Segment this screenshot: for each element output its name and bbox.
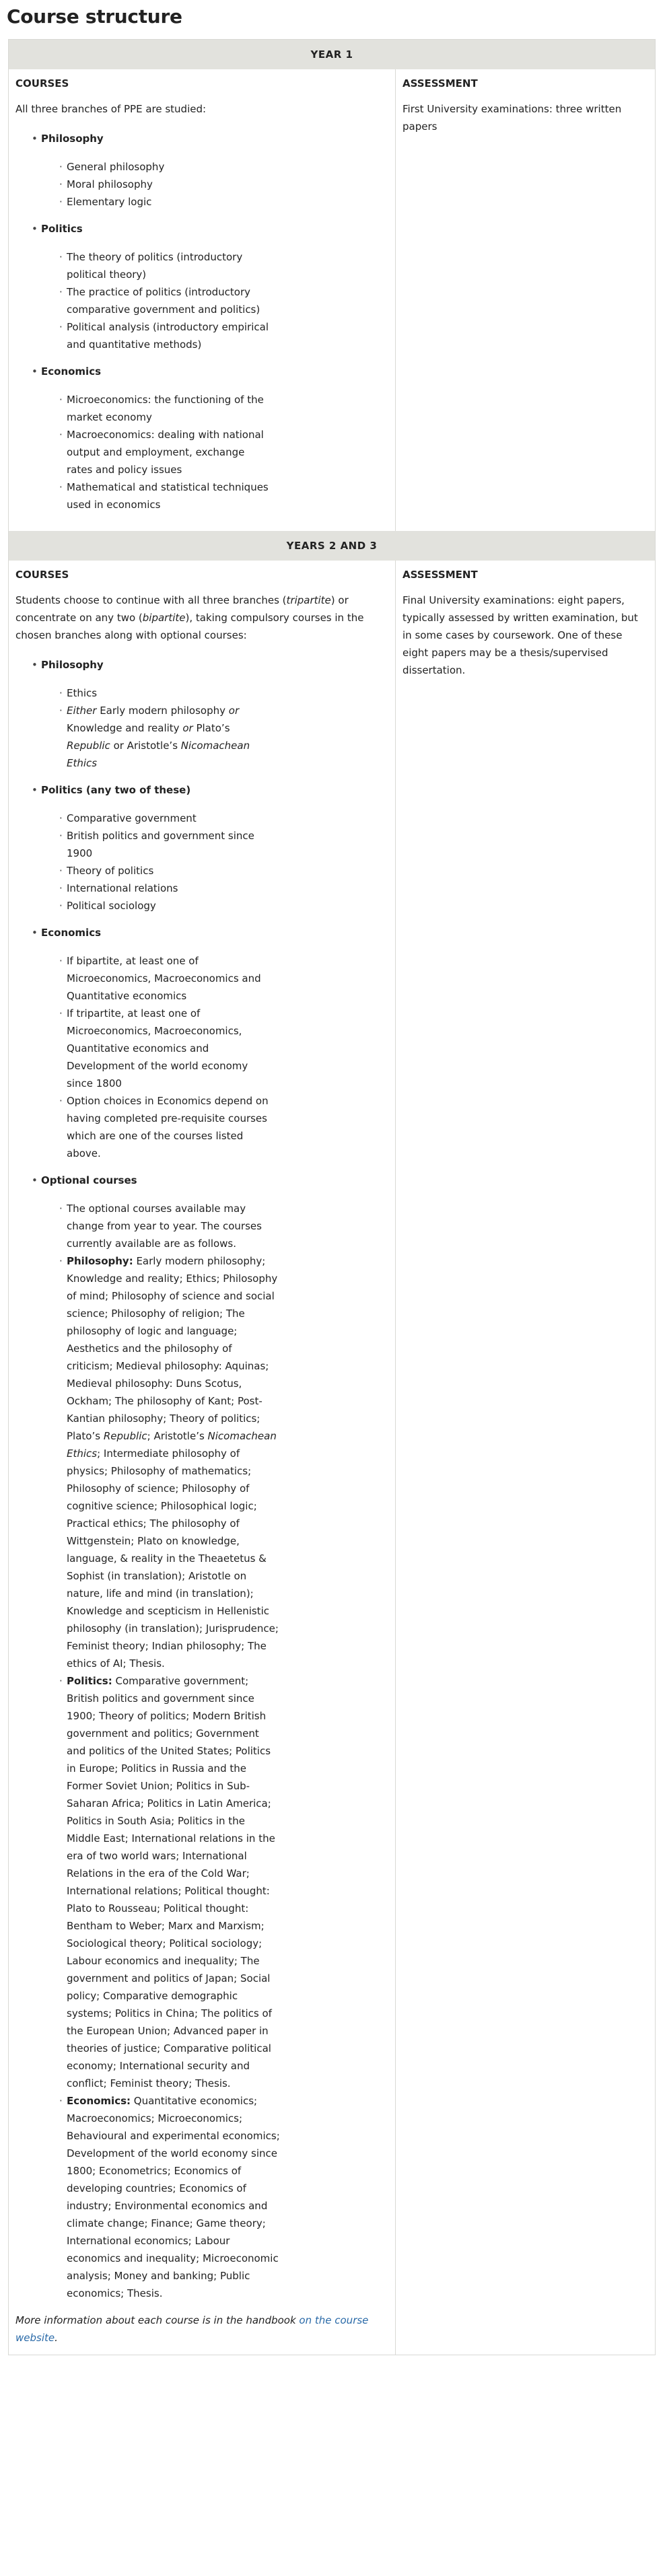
list-item: · Economics: Quantitative economics; Macroeconomics; Microeconomics; Behavioural and experimental economics; Development of the world economy since 1800; Econometrics; Economics of developing countries; Economics of industry; Environmental economics and climate change; Finance; Game theory; International economics; Labour economics and inequality; Microeconomic analysis; Money and banking; Public economics; Thesis. <box>67 2092 281 2302</box>
list-item: · British politics and government since 1900 <box>67 827 269 862</box>
years23-optional-group <box>41 1172 389 2302</box>
list-item: · Comparative government <box>67 810 269 827</box>
list-item: · Moral philosophy <box>67 176 269 193</box>
list-item: · Option choices in Economics depend on having completed pre-requisite courses which are one of the courses listed above. <box>67 1092 269 1162</box>
list-item: · Mathematical and statistical techniques used in economics <box>67 478 269 513</box>
years23-assessment-text: Final University examinations: eight papers, typically assessed by written examination, but in some cases by coursework. One of these eight papers may be a thesis/supervised dissertation. <box>403 594 638 676</box>
course-website-link[interactable]: on the course website <box>15 2314 369 2344</box>
year1-header: YEAR 1 <box>9 40 655 69</box>
list-item: · Politics: Comparative government; British politics and government since 1900; Theory of politics; Modern British government and politics; Government and politics of the United States; Politics in Europe; Politics in Russia and the Former Soviet Union; Politics in Sub-Saharan Africa; Politics in Latin America; Politics in South Asia; Politics in the Middle East; International relations in the era of two world wars; International Relations in the era of the Cold War; International relations; Political thought: Plato to Rousseau; Political thought: Bentham to Weber; Marx and Marxism; Sociological theory; Political sociology; Labour economics and inequality; The government and politics of Japan; Social policy; Comparative demographic systems; Politics in China; The politics of the European Union; Advanced paper in theories of justice; Comparative political economy; International security and conflict; Feminist theory; Thesis. <box>67 1672 281 2092</box>
year1-economics-label: • Economics <box>41 363 389 380</box>
year1-courses-heading: COURSES <box>15 77 69 90</box>
list-item: · Either Early modern philosophy or Knowledge and reality or Plato’s Republic or Aristotle’s Nicomachean Ethics <box>67 702 269 772</box>
list-item: · The optional courses available may change from year to year. The courses currently available are as follows. <box>67 1200 281 1252</box>
list-item: · International relations <box>67 880 269 897</box>
years23-row <box>9 561 655 2355</box>
years23-economics-label: • Economics <box>41 924 389 941</box>
year1-assessment-cell <box>396 69 655 531</box>
list-item: · If bipartite, at least one of Microeconomics, Macroeconomics and Quantitative economics <box>67 952 269 1005</box>
year1-intro: All three branches of PPE are studied: <box>15 103 207 115</box>
list-item: · Elementary logic <box>67 193 269 211</box>
list-item: · Philosophy: Early modern philosophy; Knowledge and reality; Ethics; Philosophy of mind; Philosophy of science and social science; Philosophy of religion; The philosophy of logic and language; Aesthetics and the philosophy of criticism; Medieval philosophy: Aquinas; Medieval philosophy: Duns Scotus, Ockham; The philosophy of Kant; Post-Kantian philosophy; Theory of politics; Plato’s Republic; Aristotle’s Nicomachean Ethics; Intermediate philosophy of physics; Philosophy of mathematics; Philosophy of science; Philosophy of cognitive science; Philosophical logic; Practical ethics; The philosophy of Wittgenstein; Plato on knowledge, language, & reality in the Theaetetus & Sophist (in translation); Aristotle on nature, life and mind (in translation); Knowledge and scepticism in Hellenistic philosophy (in translation); Jurisprudence; Feminist theory; Indian philosophy; The ethics of AI; Thesis. <box>67 1252 281 1672</box>
year1-assessment-heading: ASSESSMENT <box>403 77 478 90</box>
years23-optional-label: • Optional courses <box>41 1172 389 1189</box>
years23-politics-group <box>41 781 389 915</box>
list-item: · Macroeconomics: dealing with national output and employment, exchange rates and policy issues <box>67 426 269 478</box>
years23-courses-cell <box>9 561 396 2355</box>
year1-politics-label: • Politics <box>41 220 389 238</box>
year1-assessment-text: First University examinations: three written papers <box>403 103 622 133</box>
year1-philosophy-group <box>41 130 389 211</box>
years23-philosophy-label: • Philosophy <box>41 656 389 674</box>
year1-courses-cell <box>9 69 396 531</box>
list-item: · The theory of politics (introductory political theory) <box>67 248 269 283</box>
page-title: Course structure <box>7 5 182 28</box>
list-item: · Political sociology <box>67 897 269 915</box>
list-item: · Political analysis (introductory empirical and quantitative methods) <box>67 318 269 353</box>
course-structure-table <box>8 39 656 2355</box>
list-item: · The practice of politics (introductory comparative government and politics) <box>67 283 269 318</box>
years23-courses-heading: COURSES <box>15 569 69 581</box>
years23-politics-label: • Politics (any two of these) <box>41 781 389 799</box>
years23-philosophy-group <box>41 656 389 772</box>
list-item: · General philosophy <box>67 158 269 176</box>
years23-intro: Students choose to continue with all three branches (tripartite) or concentrate on any two (bipartite), taking compulsory courses in the chosen branches along with optional courses: <box>15 594 364 641</box>
years23-assessment-cell <box>396 561 655 2355</box>
handbook-note: More information about each course is in the handbook on the course website. <box>15 2314 369 2344</box>
year1-philosophy-label: • Philosophy <box>41 130 389 147</box>
year1-row <box>9 69 655 531</box>
year1-economics-group <box>41 363 389 513</box>
years23-economics-group <box>41 924 389 1162</box>
list-item: · If tripartite, at least one of Microeconomics, Macroeconomics, Quantitative economics and Development of the world economy since 1800 <box>67 1005 269 1092</box>
list-item: · Ethics <box>67 684 269 702</box>
year1-politics-group <box>41 220 389 353</box>
years23-header: YEARS 2 AND 3 <box>9 531 655 561</box>
years23-assessment-heading: ASSESSMENT <box>403 569 478 581</box>
list-item: · Microeconomics: the functioning of the market economy <box>67 391 269 426</box>
list-item: · Theory of politics <box>67 862 269 880</box>
